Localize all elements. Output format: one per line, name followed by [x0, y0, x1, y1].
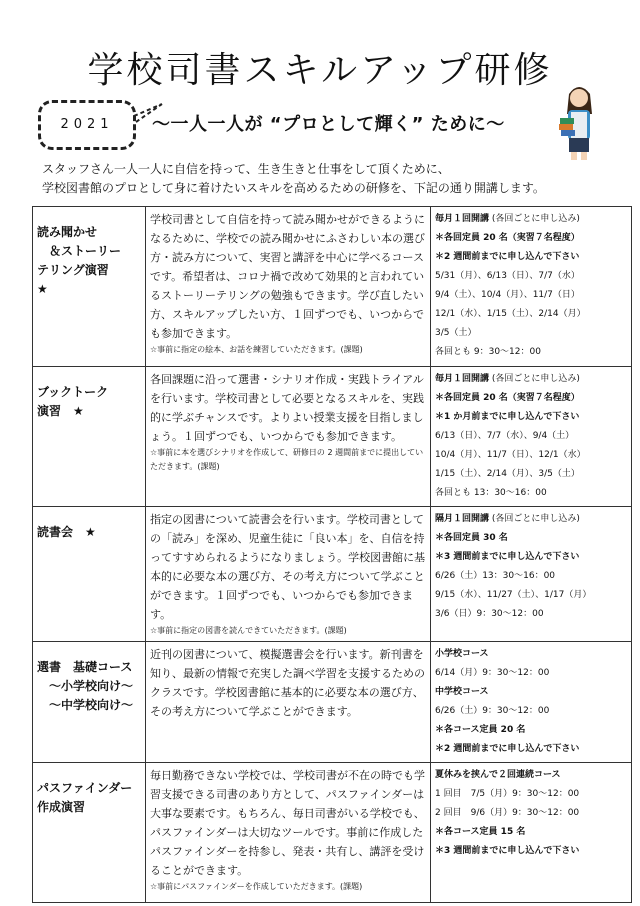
- course-description: 指定の図書について読書会を行います。学校司書としての「読み」を深め、児童生徒に「良い本」を、自信を持ってすすめられるようになりましょう。学校図書館に基本的に必要な本の選び方、その考え方について学ぶことができます。１回ずつでも、いつからでも参加できます。 ☆事前に指定の図書を読んできていただきます。(課題): [146, 507, 431, 642]
- course-schedule: 隔月１回開講 (各回ごとに申し込み) ＊各回定員 30 名 ＊3 週間前までに申し込んで下さい 6/26（土）13：30～16：00 9/15（水）、11/27（土）、1/17（月） 3/6（日）9：30～12：00: [431, 507, 632, 642]
- librarian-illustration: [554, 80, 604, 162]
- course-description: 近刊の図書について、模擬選書会を行います。新刊書を知り、最新の情報で充実した調べ学習を支援するためのクラスです。学校図書館に基本的に必要な本の選び方、その考え方について学ぶことができます。: [146, 642, 431, 763]
- course-schedule: 毎月１回開講 (各回ごとに申し込み) ＊各回定員 20 名（実習７名程度） ＊1 か月前までに申し込んで下さい 6/13（日）、7/7（水）、9/4（土） 10/4（月）、11/7（日）、12/1（水） 1/15（土）、2/14（月）、3/5（土） 各回とも 13：30～16：00: [431, 367, 632, 507]
- table-row: [33, 367, 632, 507]
- table-row: [33, 763, 632, 903]
- course-schedule: 毎月１回開講 (各回ごとに申し込み) ＊各回定員 20 名（実習７名程度） ＊2 週間前までに申し込んで下さい 5/31（月）、6/13（日）、7/7（水） 9/4（土）、10/4（月）、11/7（日） 12/1（水）、1/15（土）、2/14（月） 3/5（土） 各回とも 9：30～12：00: [431, 207, 632, 367]
- course-name: パスファインダー 作成演習: [33, 763, 146, 903]
- page-title: 学校司書スキルアップ研修: [87, 50, 553, 91]
- course-description: 各回課題に沿って選書・シナリオ作成・実践トライアルを行います。学校司書として必要となるスキルを、実践的に学ぶチャンスです。よりよい授業支援を目指しましょう。１回ずつでも、いつからでも参加できます。 ☆事前に本を選びシナリオを作成して、研修日の 2 週間前までに提出していただきます。(課題): [146, 367, 431, 507]
- intro-line: 学校図書館のプロとして身に着けたいスキルを高めるための研修を、下記の通り開講します。: [42, 181, 545, 195]
- intro-line: スタッフさん一人一人に自信を持って、生き生きと仕事をして頂くために、: [42, 162, 450, 176]
- intro-text: [42, 160, 632, 198]
- year-badge: 2021: [38, 100, 136, 150]
- table-row: [33, 642, 632, 763]
- course-schedule: 小学校コース 6/14（月）9：30～12：00 中学校コース 6/26（土）9：30～12：00 ＊各コース定員 20 名 ＊2 週間前までに申し込んで下さい: [431, 642, 632, 763]
- course-note: ☆事前にパスファインダーを作成していただきます。(課題): [150, 882, 363, 891]
- course-description: 毎日勤務できない学校では、学校司書が不在の時でも学習支援できる司書のあり方として、パスファインダーは大事な要素です。もちろん、毎日司書がいる学校でも、パスファインダーは大切なツールです。事前に作成したパスファインダーを持参し、発表・共有し、講評を受けることができます。 ☆事前にパスファインダーを作成していただきます。(課題): [146, 763, 431, 903]
- course-note: ☆事前に指定の図書を読んできていただきます。(課題): [150, 626, 347, 635]
- course-name: ブックトーク 演習 ★: [33, 367, 146, 507]
- course-schedule: 夏休みを挟んで２回連続コース 1 回目 7/5（月）9：30～12：00 2 回目 9/6（月）9：30～12：00 ＊各コース定員 15 名 ＊3 週間前までに申し込んで下さい: [431, 763, 632, 903]
- course-name: 読書会 ★: [33, 507, 146, 642]
- course-name: 読み聞かせ ＆ストーリー テリング演習 ★: [33, 207, 146, 367]
- course-note: ☆事前に指定の絵本、お話を練習していただきます。(課題): [150, 345, 363, 354]
- course-name: 選書 基礎コース ～小学校向け～ ～中学校向け～: [33, 642, 146, 763]
- table-row: [33, 507, 632, 642]
- course-description: 学校司書として自信を持って読み聞かせができるようになるために、学校での読み聞かせにふさわしい本の選び方・読み方について、実習と講評を中心に学べるコースです。希望者は、コロナ禍で改めて効果的と言われているストーリーテリングの勉強もできます。学び直したい方、スキルアップしたい方、１回ずつでも、いつからでも参加できます。 ☆事前に指定の絵本、お話を練習していただきます。(課題): [146, 207, 431, 367]
- course-note: ☆事前に本を選びシナリオを作成して、研修日の 2 週間前までに提出していただきます。(課題): [150, 448, 424, 471]
- course-table: [32, 206, 632, 903]
- table-row: [33, 207, 632, 367]
- subtitle: ～一人一人が “プロとして輝く” ために～: [152, 114, 505, 135]
